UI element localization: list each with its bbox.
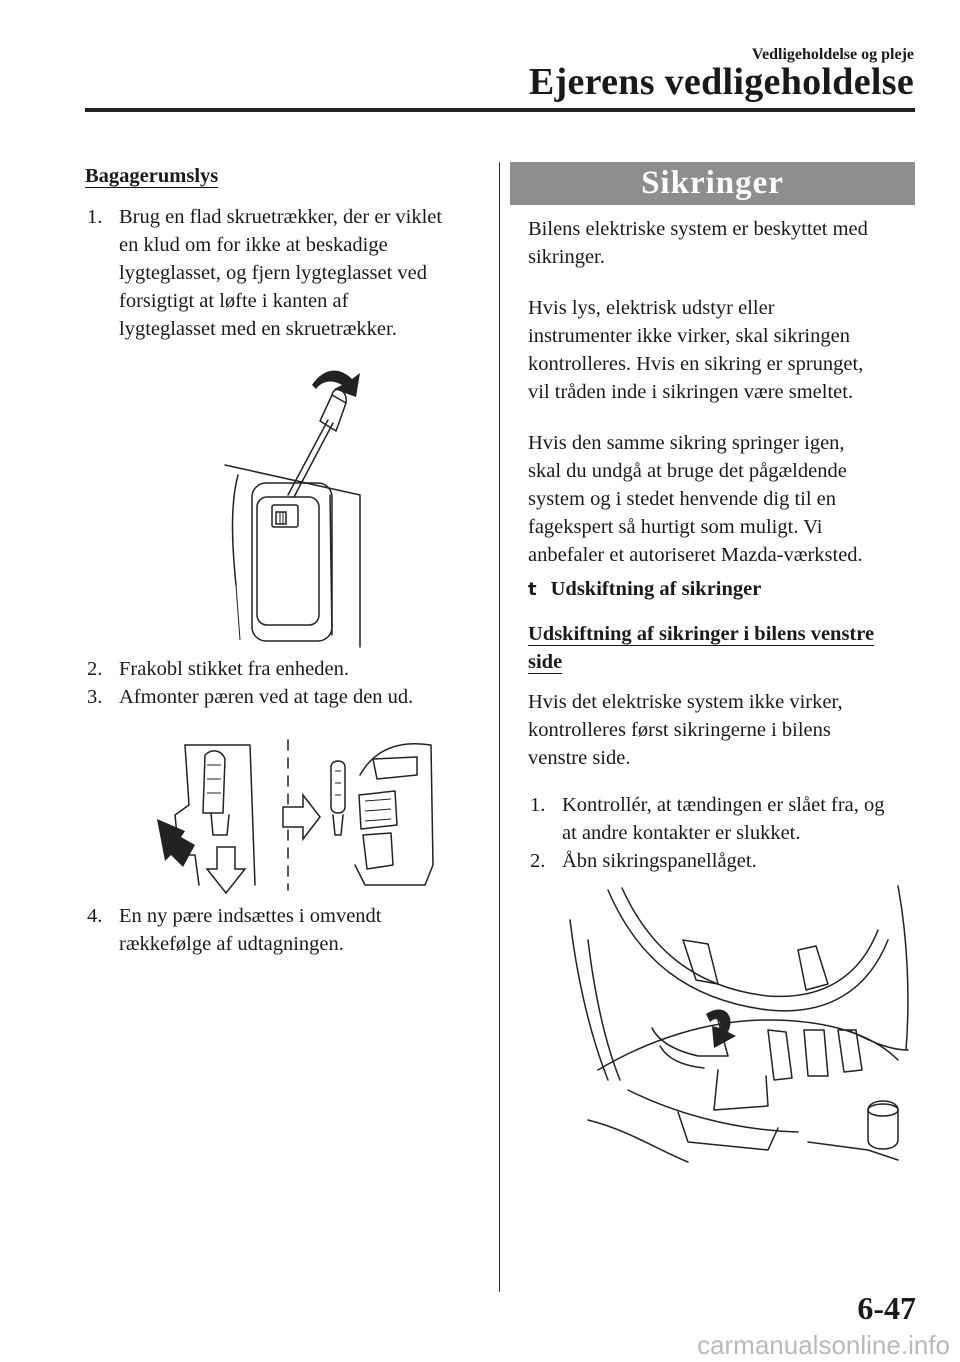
left-steps-2-3 [87, 655, 487, 711]
left-step-1 [87, 203, 487, 343]
bullet-icon: t [528, 579, 537, 600]
page-title: Ejerens vedligeholdelse [528, 61, 914, 103]
fuses-repeat-paragraph: Hvis den samme sikring springer igen, skal du undgå at bruge det pågældende system og i stedet henvende dig til en fagekspert så hurtigt som muligt. Vi anbefaler et autoriseret Mazda-værksted. [528, 432, 863, 566]
list-item: 2. Åbn sikringspanellåget. [530, 850, 757, 872]
fuses-banner: Sikringer [510, 162, 915, 205]
watermark: carmanualsonline.info [697, 1330, 950, 1360]
header-divider [85, 108, 915, 112]
bulb-removal-illustration [155, 735, 440, 895]
column-divider [499, 162, 500, 1292]
left-step-4 [87, 902, 487, 958]
left-side-fuses-paragraph: Hvis det elektriske system ikke virker, kontrolleres først sikringerne i bilens venstre side. [528, 691, 843, 769]
list-item: 4. En ny pære indsættes i omvendt rækkefølge af udtagningen. [87, 905, 382, 955]
section-label: Vedligeholdelse og pleje [751, 46, 914, 63]
fuse-panel-illustration [568, 880, 913, 1165]
list-item: 2. Frakobl stikket fra enheden. [87, 658, 349, 680]
left-side-fuses-heading: Udskiftning af sikringer i bilens venstre side [528, 623, 875, 673]
fuses-intro-paragraph: Bilens elektriske system er beskyttet med sikringer. [528, 218, 868, 268]
trunk-light-heading: Bagagerumslys [85, 165, 219, 187]
right-steps [530, 791, 920, 875]
fuse-replacement-bullet-heading: t Udskiftning af sikringer [528, 578, 762, 600]
list-item: 1. Kontrollér, at tændingen er slået fra, og at andre kontakter er slukket. [530, 794, 885, 844]
lens-removal-illustration [220, 355, 370, 650]
list-item: 3. Afmonter pæren ved at tage den ud. [87, 686, 414, 708]
list-item: 1. Brug en flad skruetrækker, der er viklet en klud om for ikke at beskadige lygteglasset, og fjern lygteglasset ved forsigtigt at løfte i kanten af lygteglasset med en skruetrækker. [87, 206, 443, 340]
page-number: 6-47 [857, 1290, 916, 1326]
fuses-check-paragraph: Hvis lys, elektrisk udstyr eller instrumenter ikke virker, skal sikringen kontrolleres. Hvis en sikring er sprunget, vil tråden inde i sikringen være smeltet. [528, 297, 864, 403]
